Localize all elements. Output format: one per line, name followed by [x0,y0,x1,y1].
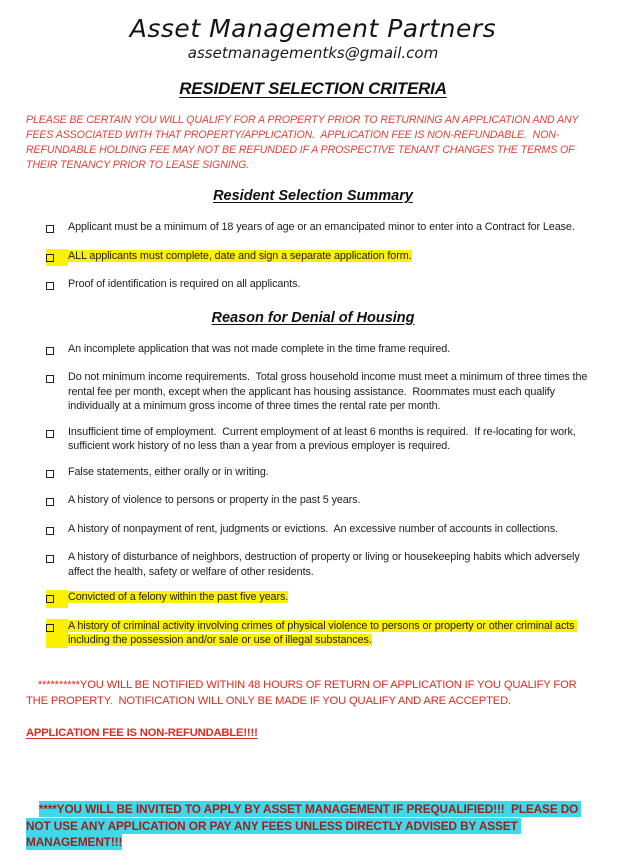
criteria-item [46,522,600,540]
checkbox-bullet-icon [46,590,68,608]
section-reason-for-denial-of-housing [26,310,600,648]
section-resident-selection-summary [26,188,600,295]
criteria-text: An incomplete application that was not made complete in the time frame required. [68,342,450,360]
checkbox-bullet-icon [46,465,68,483]
criteria-text: A history of criminal activity involving crimes of physical violence to persons or property or other criminal acts including the possession and/or sale or use of illegal substances. [68,619,600,648]
section-heading: Reason for Denial of Housing [26,310,600,326]
notification-notice [26,661,600,773]
checkbox-bullet-icon [46,342,68,360]
criteria-text: ALL applicants must complete, date and sign a separate application form. [68,249,412,267]
checkbox-bullet-icon [46,370,68,414]
criteria-list [26,342,600,648]
criteria-item [46,277,600,295]
checkbox-bullet-icon [46,619,68,648]
checkbox-bullet-icon [46,249,68,267]
checkbox-bullet-icon [46,425,68,454]
doc-title: RESIDENT SELECTION CRITERIA [26,79,600,99]
criteria-text: False statements, either orally or in writing. [68,465,269,483]
criteria-item [46,619,600,648]
sections [26,188,600,648]
criteria-list [26,220,600,295]
criteria-item [46,425,600,454]
criteria-item [46,249,600,267]
criteria-text: A history of nonpayment of rent, judgments or evictions. An excessive number of accounts in collections. [68,522,558,540]
org-name: Asset Management Partners [26,14,600,44]
criteria-item [46,590,600,608]
criteria-item [46,370,600,414]
checkbox-bullet-icon [46,550,68,579]
checkbox-bullet-icon [46,493,68,511]
criteria-text: Proof of identification is required on all applicants. [68,277,300,295]
checkbox-bullet-icon [46,522,68,540]
criteria-text: A history of disturbance of neighbors, destruction of property or living or housekeeping habits which adversely affect the health, safety or welfare of other residents. [68,550,600,579]
criteria-item [46,493,600,511]
prequalify-notice [26,785,600,867]
criteria-text: Insufficient time of employment. Current employment of at least 6 months is required. If re-locating for work, sufficient work history of no less than a year from a previous employer is required. [68,425,600,454]
section-heading: Resident Selection Summary [26,188,600,204]
prequalify-notice-text: ****YOU WILL BE INVITED TO APPLY BY ASSET MANAGEMENT IF PREQUALIFIED!!! PLEASE DO NOT USE ANY APPLICATION OR PAY ANY FEES UNLESS DIRECTLY ADVISED BY ASSET MANAGEMENT!!! [26,801,581,850]
criteria-item [46,550,600,579]
criteria-text: Applicant must be a minimum of 18 years of age or an emancipated minor to enter into a Contract for Lease. [68,220,575,238]
checkbox-bullet-icon [46,277,68,295]
criteria-item [46,220,600,238]
notification-underlined: APPLICATION FEE IS NON-REFUNDABLE!!!! [26,725,600,741]
criteria-item [46,465,600,483]
intro-warning: PLEASE BE CERTAIN YOU WILL QUALIFY FOR A PROPERTY PRIOR TO RETURNING AN APPLICATION AND ANY FEES ASSOCIATED WITH THAT PROPERTY/APPLICATION. APPLICATION FEE IS NON-REFUNDABLE. NON-REFUNDABLE HOLDING FEE MAY NOT BE REFUNDED IF A PROSPECTIVE TENANT CHANGES THE TERMS OF THEIR TENANCY PRIOR TO LEASE SIGNING. [26,113,600,173]
criteria-text: A history of violence to persons or property in the past 5 years. [68,493,360,511]
checkbox-bullet-icon [46,220,68,238]
notification-body: **********YOU WILL BE NOTIFIED WITHIN 48 HOURS OF RETURN OF APPLICATION IF YOU QUALIFY FOR THE PROPERTY. NOTIFICATION WILL ONLY BE MADE IF YOU QUALIFY AND ARE ACCEPTED. [26,679,579,707]
criteria-text: Do not minimum income requirements. Total gross household income must meet a minimum of three times the rental fee per month, except when the applicant has housing assistance. Roommates must each qualify individually at a minimum gross income of three times the rental rate per month. [68,370,600,414]
org-email: assetmanagementks@gmail.com [26,44,600,63]
criteria-text: Convicted of a felony within the past five years. [68,590,288,608]
criteria-item [46,342,600,360]
